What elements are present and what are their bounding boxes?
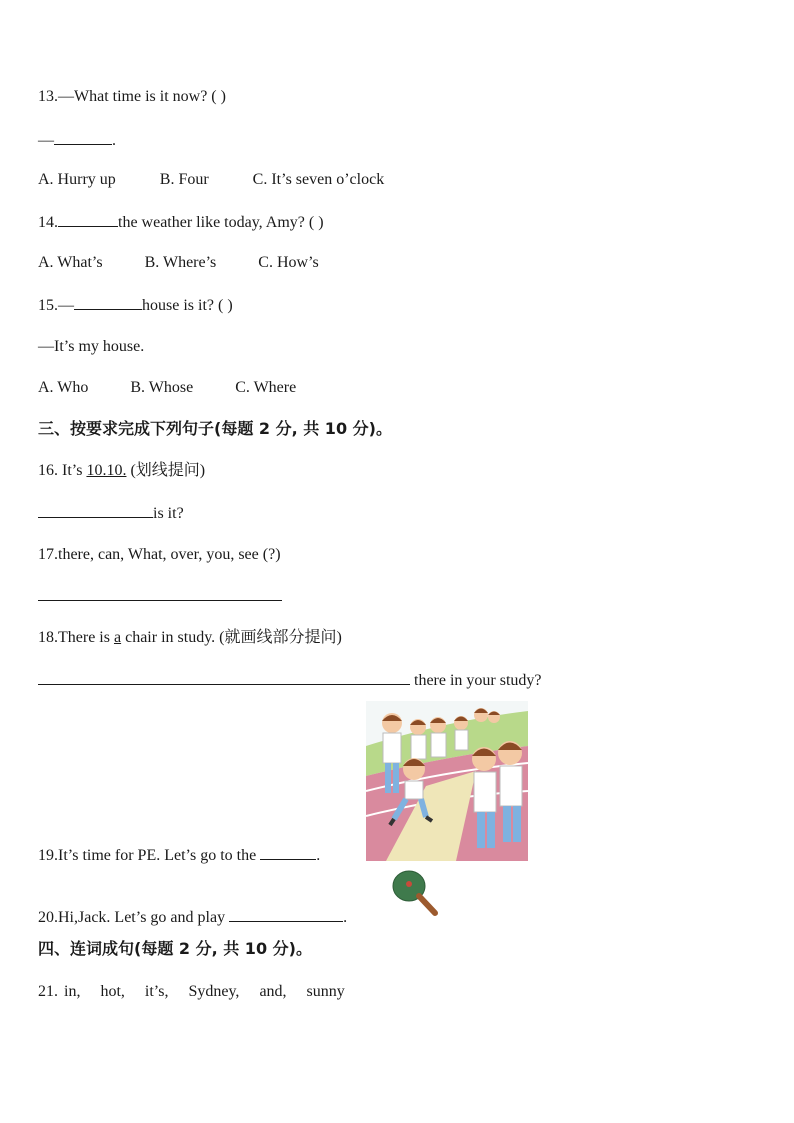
q16-prompt <box>38 461 205 481</box>
q15-answer: —It’s my house. <box>38 338 145 355</box>
q14-option-a: A. What’s <box>38 254 103 271</box>
q18-start: 18.There is <box>38 629 114 646</box>
q20-blank[interactable] <box>229 907 343 922</box>
q21-word-3: it’s, <box>144 983 169 1000</box>
q13-answer-blank[interactable] <box>54 130 112 145</box>
q16-instruction: (划线提问) <box>126 462 206 479</box>
q18-prompt <box>38 628 342 648</box>
q15-option-c: C. Where <box>235 379 297 396</box>
q20-text: 20.Hi,Jack. Let’s go and play <box>38 909 230 926</box>
q17-answer-blank[interactable] <box>38 586 282 601</box>
playground-image <box>366 701 528 861</box>
q15-text: house is it? ( ) <box>142 297 233 314</box>
q15-options <box>38 378 296 398</box>
q14-option-b: B. Where’s <box>144 254 217 271</box>
q14-option-c: C. How’s <box>258 254 319 271</box>
q21-word-6: sunny <box>306 983 345 1000</box>
q18-underlined-word: a <box>113 629 122 646</box>
q20-period: . <box>343 909 348 926</box>
q17-answer-line <box>38 586 282 607</box>
q19-prompt <box>38 845 320 866</box>
q14-options <box>38 253 319 273</box>
q16-answer-blank[interactable] <box>38 503 153 518</box>
q21-word-5: and, <box>259 983 287 1000</box>
q13-options <box>38 170 384 190</box>
q18-answer-end: there in your study? <box>410 672 542 689</box>
q19-text: 19.It’s time for PE. Let’s go to the <box>38 847 261 864</box>
q16-answer-line <box>38 503 184 524</box>
q18-instruction: chair in study. (就画线部分提问) <box>121 629 342 646</box>
q14-prompt <box>38 212 324 233</box>
q20-prompt <box>38 907 347 928</box>
q21-number: 21. <box>38 983 58 1000</box>
q16-start: 16. It’s <box>38 462 87 479</box>
section-3-heading: 三、按要求完成下列句子(每题 2 分, 共 10 分)。 <box>38 419 392 438</box>
q16-underlined-time: 10.10. <box>86 462 127 479</box>
q13-answer-line <box>38 130 116 151</box>
q15-prompt <box>38 295 233 316</box>
q13-option-c: C. It’s seven o’clock <box>252 171 385 188</box>
q13-option-b: B. Four <box>159 171 209 188</box>
section-4-heading: 四、连词成句(每题 2 分, 共 10 分)。 <box>38 939 312 958</box>
q13-dash: — <box>38 132 54 149</box>
q16-answer-end: is it? <box>153 505 184 522</box>
q21-word-4: Sydney, <box>188 983 240 1000</box>
q13-period: . <box>112 132 116 149</box>
q15-blank[interactable] <box>74 295 142 310</box>
q19-period: . <box>316 847 321 864</box>
q21-word-2: hot, <box>100 983 125 1000</box>
q15-option-b: B. Whose <box>130 379 194 396</box>
q13-option-a: A. Hurry up <box>38 171 116 188</box>
q21-word-1: in, <box>64 983 81 1000</box>
q19-blank[interactable] <box>260 845 316 860</box>
q21-prompt <box>38 982 345 1002</box>
q14-text: the weather like today, Amy? ( ) <box>118 214 324 231</box>
q18-answer-line <box>38 670 542 691</box>
q14-blank[interactable] <box>58 212 118 227</box>
q13-prompt: 13.—What time is it now? ( ) <box>38 88 226 105</box>
q18-answer-blank[interactable] <box>38 670 410 685</box>
q15-option-a: A. Who <box>38 379 89 396</box>
q17-prompt: 17.there, can, What, over, you, see (?) <box>38 546 281 563</box>
q14-number: 14. <box>38 214 58 231</box>
ping-pong-paddle-image <box>390 868 440 918</box>
q15-number: 15.— <box>38 297 74 314</box>
